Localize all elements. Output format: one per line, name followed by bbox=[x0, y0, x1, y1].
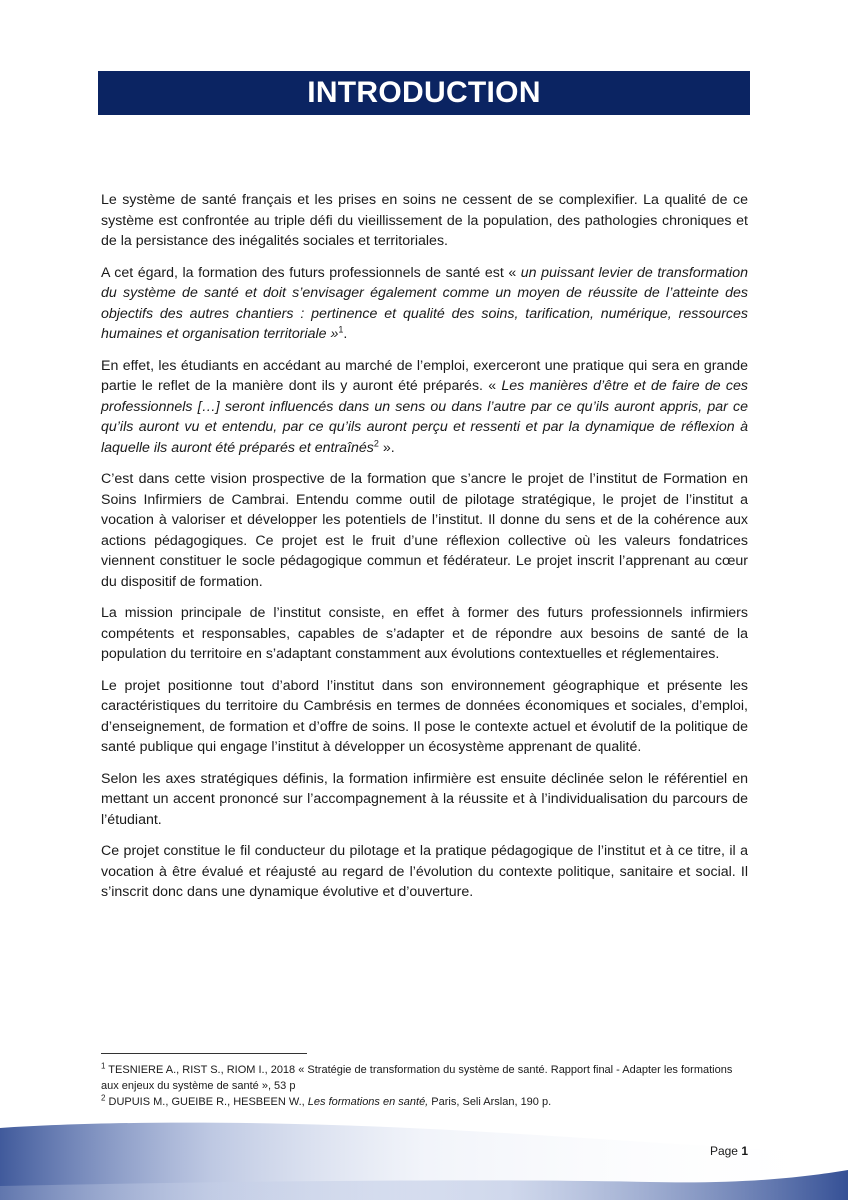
title-banner bbox=[98, 71, 750, 115]
footnote-ref-1: 1 bbox=[338, 324, 344, 335]
paragraph-3-quote: Les manières d’être et de faire de ces professionnels […] seront influencés dans un sens ou dans l’autre par ce qu’ils auront appris, par ce qu’ils auront vu et entendu, par ce qu’ils auront perçu et ressenti et par la dynamique de réflexion à laquelle ils auront été préparés et entraînés bbox=[101, 378, 748, 456]
paragraph-2 bbox=[101, 263, 748, 345]
paragraph-6: Le projet positionne tout d’abord l’institut dans son environnement géographique et présente les caractéristiques du territoire du Cambrésis en termes de données économiques et sociales, d’emploi, d’enseignement, de formation et d’offre de soins. Il pose le contexte actuel et évolutif de la politique de santé publique qui engage l’institut à développer un écosystème apprenant de qualité. bbox=[101, 677, 748, 755]
paragraph-2-end: . bbox=[343, 326, 348, 342]
paragraph-2-lead: A cet égard, la formation des futurs professionnels de santé est « bbox=[101, 264, 521, 281]
footnote-1 bbox=[101, 1062, 748, 1094]
document-body bbox=[101, 190, 748, 914]
paragraph-1: Le système de santé français et les prises en soins ne cessent de se complexifier. La qualité de ce système est confrontée au triple défi du vieillissement de la population, des pathologies chroniques et de la persistance des inégalités sociales et territoriales. bbox=[101, 192, 748, 249]
footnote-2-authors: DUPUIS M., GUEIBE R., HESBEEN W., bbox=[105, 1096, 308, 1108]
page-number-value: 1 bbox=[741, 1144, 748, 1158]
paragraph-4: C’est dans cette vision prospective de la formation que s’ancre le projet de l’institut de Formation en Soins Infirmiers de Cambrai. Entendu comme outil de pilotage stratégique, le projet de l’institut a vocation à valoriser et développer les potentiels de l’institut. Il donne du sens et de la cohérence aux actions pédagogiques. Ce projet est le fruit d’une réflexion collective où les valeurs fondatrices viennent constituer le socle pédagogique commun et fédérateur. Le projet inscrit l’apprenant au cœur du dispositif de formation. bbox=[101, 471, 748, 590]
footnote-separator bbox=[101, 1053, 307, 1054]
footnotes bbox=[101, 1062, 748, 1110]
page-label: Page bbox=[709, 1144, 742, 1158]
footnote-2 bbox=[101, 1094, 748, 1110]
footnote-1-number: 1 bbox=[101, 1061, 106, 1071]
footnote-2-publisher: Paris, Seli Arslan, 190 p. bbox=[428, 1096, 552, 1108]
footnote-1-text: TESNIERE A., RIST S., RIOM I., 2018 « Stratégie de transformation du système de santé. Rapport final - Adapter les formations aux enjeux du système de santé », 53 p bbox=[101, 1064, 733, 1092]
footnote-2-title: Les formations en santé, bbox=[307, 1096, 429, 1108]
footnote-2-number: 2 bbox=[101, 1093, 106, 1103]
paragraph-2-quote: un puissant levier de transformation du système de santé et doit s’envisager également comme un moyen de réussite de l’atteinte des objectifs des autres chantiers : pertinence et qualité des soins, tarification, numérique, ressources humaines et organisation territoriale » bbox=[101, 264, 748, 342]
paragraph-5: La mission principale de l’institut consiste, en effet à former des futurs professionnels infirmiers compétents et responsables, capables de s’adapter et de répondre aux besoins de santé de la population du territoire en s’adaptant constamment aux évolutions contextuelles et réglementaires. bbox=[101, 605, 748, 662]
footnote-ref-2: 2 bbox=[373, 437, 379, 448]
paragraph-3 bbox=[101, 356, 748, 459]
footer-wave-decoration bbox=[0, 1120, 848, 1200]
paragraph-3-lead: En effet, les étudiants en accédant au marché de l’emploi, exerceront une pratique qui sera en grande partie le reflet de la manière dont ils y auront été préparés. « bbox=[101, 357, 748, 394]
page-number bbox=[710, 1144, 748, 1158]
paragraph-7: Selon les axes stratégiques définis, la formation infirmière est ensuite déclinée selon le référentiel en mettant un accent prononcé sur l’accompagnement à la réussite et à l’individualisation du parcours de l’étudiant. bbox=[101, 770, 748, 828]
page-title: INTRODUCTION bbox=[307, 76, 541, 109]
paragraph-3-end: ». bbox=[378, 439, 395, 456]
paragraph-8: Ce projet constitue le fil conducteur du pilotage et la pratique pédagogique de l’institut et à ce titre, il a vocation à être évalué et réajusté au regard de l’évolution du contexte politique, sanitaire et social. Il s’inscrit donc dans une dynamique évolutive et d’ouverture. bbox=[101, 843, 748, 900]
